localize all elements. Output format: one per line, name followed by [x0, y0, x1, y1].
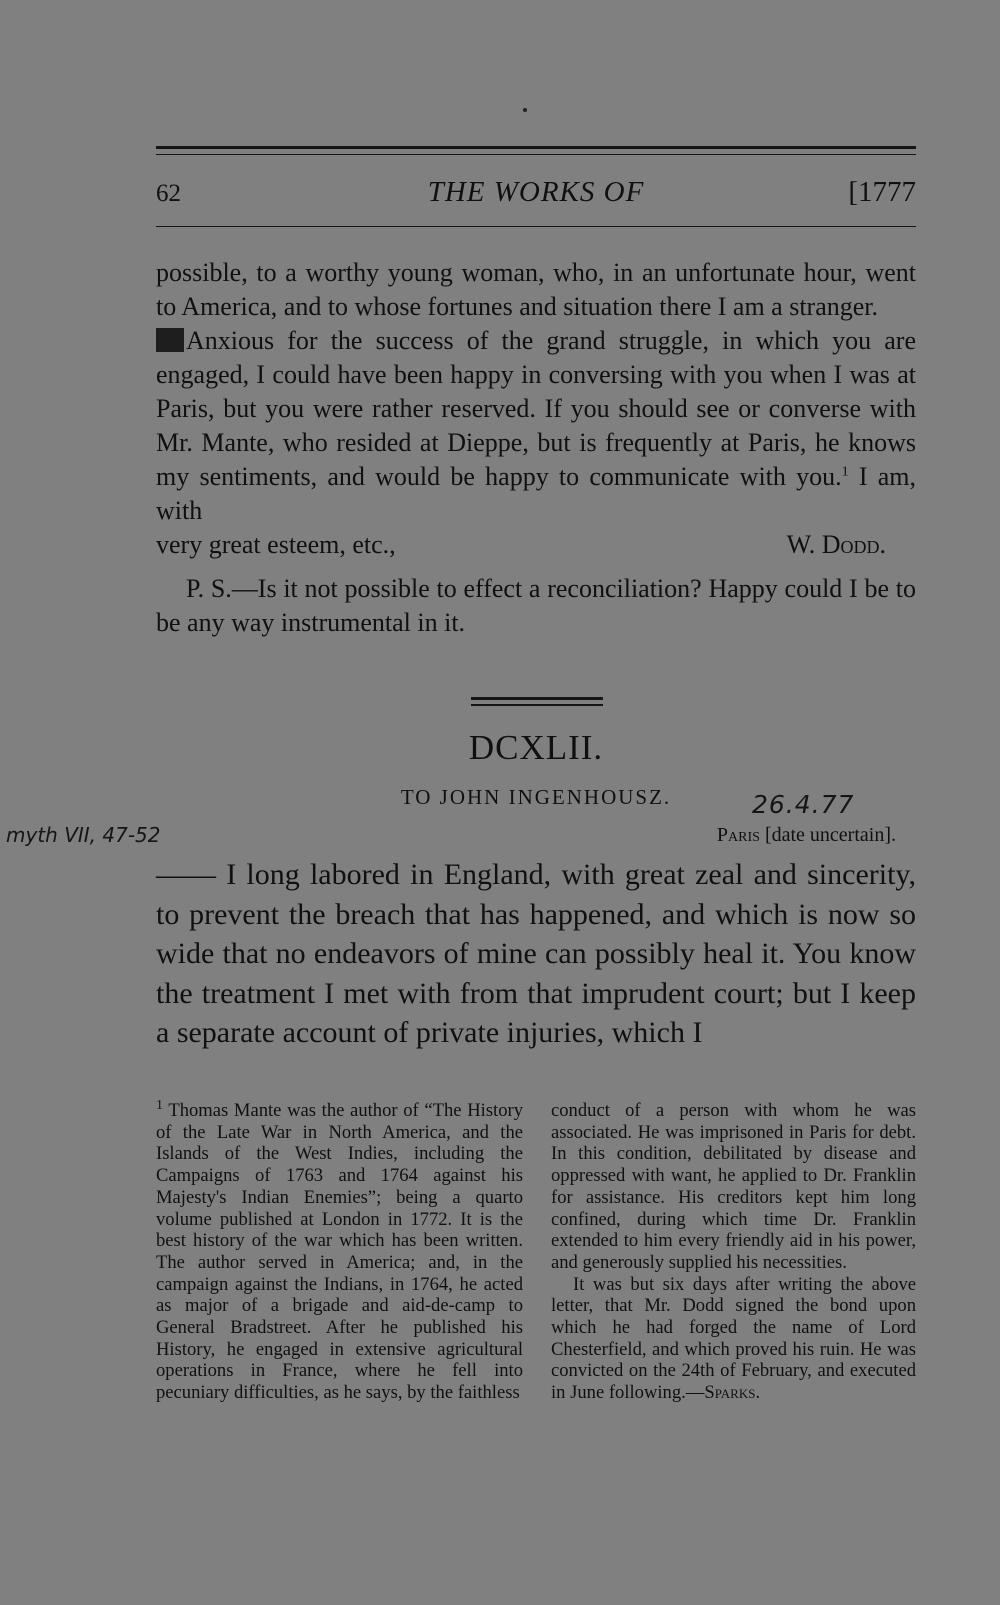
paragraph: possible, to a worthy young woman, who, in an unfortunate hour, went to America, and to whose fortunes and situation there I am a stranger.: [156, 258, 916, 321]
top-rule-thick: [156, 146, 916, 149]
page-number: 62: [156, 180, 181, 207]
source-attribution: Sparks.: [704, 1382, 761, 1404]
speck: [523, 108, 527, 112]
recipient: TO JOHN INGENHOUSZ.: [400, 785, 672, 809]
handwritten-margin-note: myth VII, 47-52: [6, 823, 161, 847]
handwritten-date: 26.4.77: [752, 790, 855, 819]
footnote-left-column: [156, 1097, 524, 1404]
footnote-text: $^1$ Thomas Mante was the author of “The History of the Late War in North America, and the Islands of the West Indies, including the Campaigns of 1763 and 1764 against his Majesty's Indian Enemies”; being a quarto volume published at London in 1772. It is the best history of the war which has been written. The author served in America; and, in the campaign against the Indians, in 1764, he acted as major of a brigade and aid-de-camp to General Bradstreet. After he published his History, he engaged in extensive agricultural operations in France, where he fell into pecuniary difficulties, as he says, by the faithless: [156, 1097, 524, 1404]
footnote-marker: 1: [156, 1097, 163, 1113]
running-header: [156, 170, 916, 220]
paragraph: Anxious for the success of the grand struggle, in which you are engaged, I could have been happy in conversing with you when I was at Paris, but you were rather reserved. If you should see or converse with Mr. Mante, who resided at Dieppe, but is frequently at Paris, he knows my sentiments, and would be happy to communicate with you.$^1$ I am, with: [156, 326, 917, 525]
ink-mark: [156, 328, 184, 352]
running-title: THE WORKS OF: [427, 176, 645, 208]
section-rule-bottom: [471, 704, 603, 706]
place-date: [156, 824, 896, 847]
previous-letter: [156, 256, 916, 640]
section-rule-top: [471, 697, 603, 700]
closing: very great esteem, etc.,: [156, 530, 396, 559]
footnote-text: It was but six days after writing the above letter, that Mr. Dodd signed the bond upon which he had forged the name of Lord Chesterfield, and which proved his ruin. He was convicted on the 24th of February, and executed in June following.—Sparks.: [551, 1273, 916, 1404]
closing-line: [156, 528, 916, 562]
date: [date uncertain].: [764, 824, 896, 846]
letter-body: [156, 855, 916, 1053]
place: Paris: [716, 824, 760, 846]
header-year: [1777: [848, 176, 916, 208]
footnote-text: conduct of a person with whom he was associated. He was imprisoned in Paris for debt. In this condition, debilitated by disease and oppressed with want, he applied to Dr. Franklin for assistance. His creditors kept him long confined, during which time Dr. Franklin extended to him every friendly aid in his power, and generously supplied his necessities.: [551, 1100, 916, 1273]
signature: W. Dodd.: [786, 530, 886, 559]
footnote-ref: 1: [841, 464, 849, 480]
footnote-right-column: [551, 1100, 916, 1404]
section-number: DCXLII.: [468, 728, 604, 767]
top-rule-thin: [156, 154, 916, 155]
header-rule: [156, 226, 916, 227]
paragraph: —— I long labored in England, with great zeal and sincerity, to prevent the breach that has happened, and which is now so wide that no endeavors of mine can possibly heal it. You know the treatment I met with from that imprudent court; but I keep a separate account of private injuries, which I: [156, 858, 916, 1049]
postscript: P. S.—Is it not possible to effect a reconciliation? Happy could I be to be any way instrumental in it.: [156, 574, 916, 637]
